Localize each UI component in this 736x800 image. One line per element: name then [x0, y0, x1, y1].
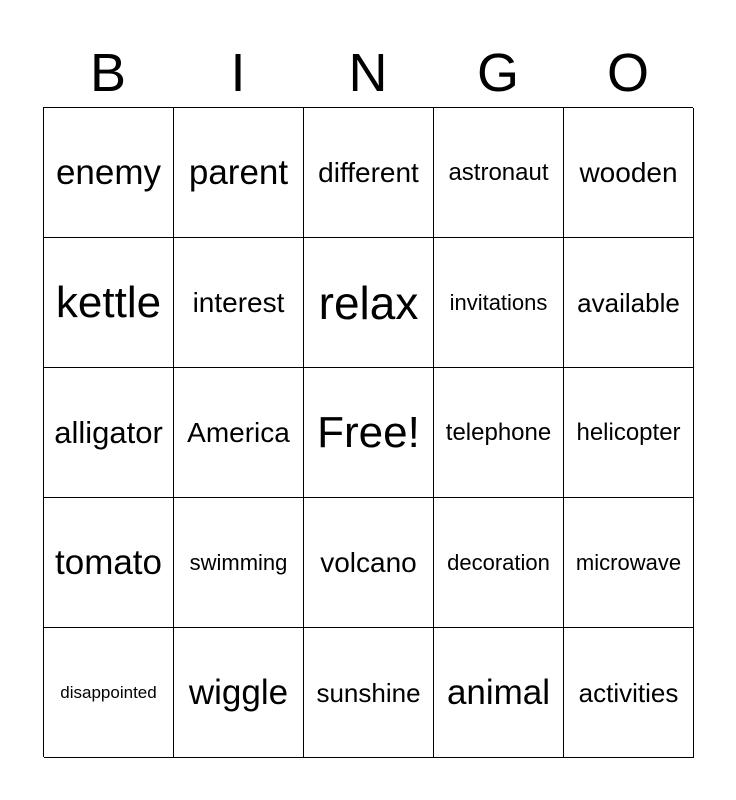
bingo-cell[interactable]: animal	[434, 628, 564, 758]
bingo-cell[interactable]: disappointed	[44, 628, 174, 758]
bingo-cell[interactable]: available	[564, 238, 694, 368]
bingo-cell[interactable]: relax	[304, 238, 434, 368]
bingo-cell[interactable]: helicopter	[564, 368, 694, 498]
bingo-cell[interactable]: activities	[564, 628, 694, 758]
bingo-cell[interactable]: microwave	[564, 498, 694, 628]
bingo-cell[interactable]: swimming	[174, 498, 304, 628]
bingo-cell[interactable]: telephone	[434, 368, 564, 498]
bingo-cell[interactable]: astronaut	[434, 108, 564, 238]
bingo-cell[interactable]: decoration	[434, 498, 564, 628]
header-letter-n: N	[348, 43, 388, 103]
bingo-cell[interactable]: interest	[174, 238, 304, 368]
bingo-cell[interactable]: America	[174, 368, 304, 498]
bingo-cell[interactable]: parent	[174, 108, 304, 238]
header-letter-i: I	[230, 43, 246, 103]
bingo-cell[interactable]: wooden	[564, 108, 694, 238]
bingo-cell[interactable]: different	[304, 108, 434, 238]
bingo-board	[43, 107, 693, 757]
free-space[interactable]: Free!	[304, 368, 434, 498]
bingo-cell[interactable]: wiggle	[174, 628, 304, 758]
bingo-cell[interactable]: sunshine	[304, 628, 434, 758]
bingo-cell[interactable]: volcano	[304, 498, 434, 628]
bingo-cell[interactable]: tomato	[44, 498, 174, 628]
bingo-cell[interactable]: kettle	[44, 238, 174, 368]
bingo-cell[interactable]: invitations	[434, 238, 564, 368]
header-letter-b: B	[89, 43, 127, 103]
bingo-cell[interactable]: enemy	[44, 108, 174, 238]
bingo-cell[interactable]: alligator	[44, 368, 174, 498]
header-letter-g: G	[476, 43, 519, 103]
header-letter-o: O	[606, 43, 649, 103]
bingo-header	[43, 40, 693, 106]
